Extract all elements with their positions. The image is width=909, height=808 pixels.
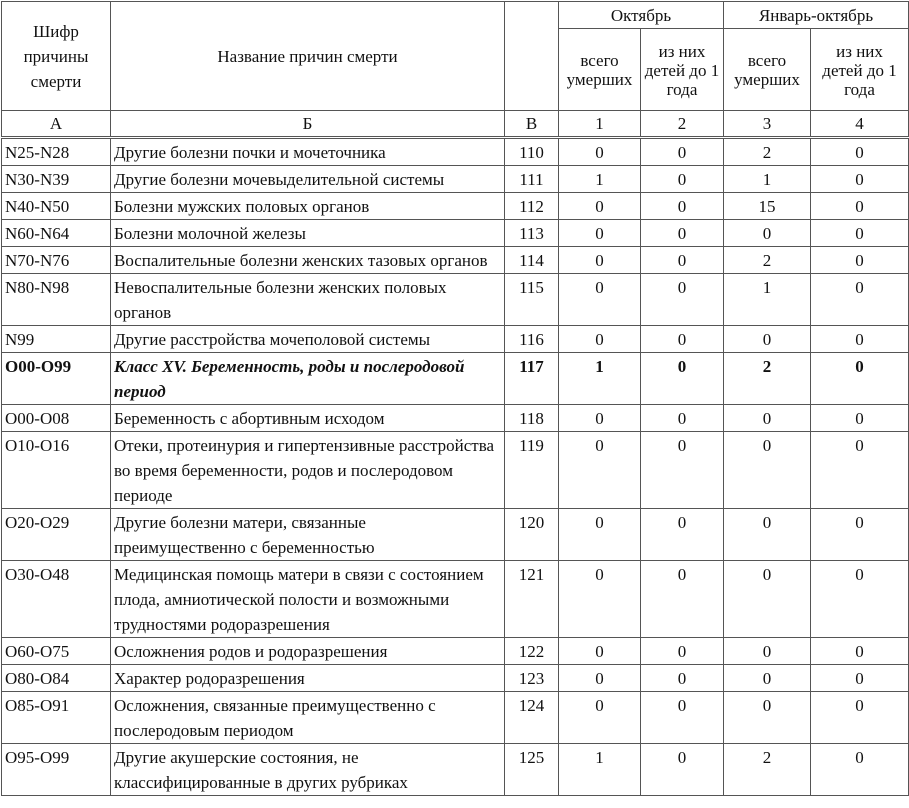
table-row [2,692,909,744]
index-b: Б [111,111,505,138]
cell-oct-children: 0 [641,247,724,274]
cell-line: 123 [505,665,559,692]
cell-ytd-total: 1 [724,166,811,193]
cell-oct-children: 0 [641,509,724,561]
cell-line: 115 [505,274,559,326]
cell-line: 122 [505,638,559,665]
header-ytd-children: из них детей до 1 года [811,29,909,111]
cell-oct-total: 0 [559,247,641,274]
cell-oct-total: 0 [559,692,641,744]
cell-line: 110 [505,138,559,166]
table-body [2,138,909,796]
cell-oct-children: 0 [641,665,724,692]
cell-oct-children: 0 [641,220,724,247]
cell-ytd-total: 0 [724,561,811,638]
cell-ytd-children: 0 [811,638,909,665]
table-row [2,665,909,692]
table-row [2,509,909,561]
cell-ytd-children: 0 [811,193,909,220]
cell-name: Осложнения родов и родоразрешения [111,638,505,665]
table-row [2,353,909,405]
table-row [2,561,909,638]
cell-ytd-children: 0 [811,353,909,405]
cell-ytd-total: 1 [724,274,811,326]
cell-code: O95-O99 [2,744,111,796]
cell-code: O00-O08 [2,405,111,432]
cell-oct-total: 0 [559,405,641,432]
table-row [2,220,909,247]
cell-ytd-total: 0 [724,432,811,509]
table-row [2,432,909,509]
cell-name: Другие болезни матери, связанные преимущественно с беременностью [111,509,505,561]
cell-name: Характер родоразрешения [111,665,505,692]
cell-oct-total: 0 [559,665,641,692]
table-row [2,138,909,166]
cell-name: Медицинская помощь матери в связи с состоянием плода, амниотической полости и возможными трудностями родоразрешения [111,561,505,638]
cell-ytd-total: 2 [724,744,811,796]
cell-line: 112 [505,193,559,220]
cell-line: 114 [505,247,559,274]
cell-oct-total: 0 [559,561,641,638]
cell-ytd-children: 0 [811,138,909,166]
index-2: 2 [641,111,724,138]
cell-oct-children: 0 [641,326,724,353]
cell-code: O20-O29 [2,509,111,561]
cell-oct-children: 0 [641,274,724,326]
header-line [505,2,559,111]
cell-code: N25-N28 [2,138,111,166]
cell-oct-total: 0 [559,193,641,220]
cell-oct-children: 0 [641,744,724,796]
cell-ytd-total: 15 [724,193,811,220]
index-3: 3 [724,111,811,138]
cell-ytd-total: 2 [724,138,811,166]
cell-name: Невоспалительные болезни женских половых органов [111,274,505,326]
table-header [2,2,909,138]
cell-ytd-total: 0 [724,638,811,665]
cell-oct-total: 1 [559,744,641,796]
cell-oct-total: 0 [559,326,641,353]
cell-line: 117 [505,353,559,405]
cell-ytd-total: 0 [724,692,811,744]
cell-name: Другие болезни мочевыделительной системы [111,166,505,193]
cell-ytd-total: 2 [724,247,811,274]
cell-ytd-total: 2 [724,353,811,405]
cell-ytd-total: 0 [724,665,811,692]
cell-name: Болезни мужских половых органов [111,193,505,220]
header-oct-total: всего умерших [559,29,641,111]
cell-name: Воспалительные болезни женских тазовых органов [111,247,505,274]
cell-oct-children: 0 [641,138,724,166]
cell-ytd-children: 0 [811,665,909,692]
cell-code: N80-N98 [2,274,111,326]
cell-name: Другие болезни почки и мочеточника [111,138,505,166]
cell-name: Беременность с абортивным исходом [111,405,505,432]
index-1: 1 [559,111,641,138]
cell-code: N70-N76 [2,247,111,274]
header-ytd-total: всего умерших [724,29,811,111]
table-row [2,744,909,796]
table-row [2,193,909,220]
table-row [2,638,909,665]
cell-ytd-total: 0 [724,220,811,247]
cell-ytd-children: 0 [811,692,909,744]
table-row [2,405,909,432]
cell-line: 113 [505,220,559,247]
cell-oct-children: 0 [641,638,724,665]
cell-ytd-children: 0 [811,405,909,432]
cell-ytd-children: 0 [811,220,909,247]
header-oct-children: из них детей до 1 года [641,29,724,111]
index-4: 4 [811,111,909,138]
cell-code: O80-O84 [2,665,111,692]
table-row [2,166,909,193]
cell-name: Класс XV. Беременность, роды и послеродовой период [111,353,505,405]
cell-ytd-children: 0 [811,274,909,326]
cell-line: 125 [505,744,559,796]
cell-ytd-total: 0 [724,509,811,561]
header-name: Название причин смерти [111,2,505,111]
cell-code: N60-N64 [2,220,111,247]
cell-code: O60-O75 [2,638,111,665]
index-v: В [505,111,559,138]
mortality-table [1,1,909,796]
cell-name: Болезни молочной железы [111,220,505,247]
cell-name: Отеки, протеинурия и гипертензивные расстройства во время беременности, родов и послеродовом периоде [111,432,505,509]
cell-oct-total: 0 [559,432,641,509]
header-code: Шифр причины смерти [2,2,111,111]
cell-line: 124 [505,692,559,744]
cell-oct-children: 0 [641,692,724,744]
cell-code: O30-O48 [2,561,111,638]
cell-line: 111 [505,166,559,193]
cell-line: 118 [505,405,559,432]
cell-oct-total: 0 [559,638,641,665]
table-row [2,326,909,353]
cell-oct-total: 0 [559,509,641,561]
cell-oct-total: 0 [559,220,641,247]
cell-code: O00-O99 [2,353,111,405]
cell-oct-total: 1 [559,166,641,193]
cell-oct-children: 0 [641,561,724,638]
table-row [2,247,909,274]
cell-oct-children: 0 [641,193,724,220]
header-period-jan-oct: Январь-октябрь [724,2,909,29]
cell-ytd-children: 0 [811,561,909,638]
cell-oct-total: 0 [559,138,641,166]
cell-oct-total: 0 [559,274,641,326]
cell-code: N40-N50 [2,193,111,220]
cell-oct-children: 0 [641,166,724,193]
cell-oct-total: 1 [559,353,641,405]
header-period-october: Октябрь [559,2,724,29]
cell-ytd-total: 0 [724,405,811,432]
cell-name: Другие акушерские состояния, не классифицированные в других рубриках [111,744,505,796]
cell-line: 119 [505,432,559,509]
cell-ytd-total: 0 [724,326,811,353]
cell-line: 121 [505,561,559,638]
cell-code: N30-N39 [2,166,111,193]
cell-code: O85-O91 [2,692,111,744]
cell-ytd-children: 0 [811,326,909,353]
cell-oct-children: 0 [641,353,724,405]
cell-line: 120 [505,509,559,561]
cell-ytd-children: 0 [811,166,909,193]
cell-ytd-children: 0 [811,509,909,561]
cell-line: 116 [505,326,559,353]
cell-code: N99 [2,326,111,353]
cell-oct-children: 0 [641,405,724,432]
cell-ytd-children: 0 [811,432,909,509]
cell-ytd-children: 0 [811,744,909,796]
table-row [2,274,909,326]
cell-code: O10-O16 [2,432,111,509]
index-a: А [2,111,111,138]
cell-name: Осложнения, связанные преимущественно с послеродовым периодом [111,692,505,744]
cell-oct-children: 0 [641,432,724,509]
cell-ytd-children: 0 [811,247,909,274]
cell-name: Другие расстройства мочеполовой системы [111,326,505,353]
